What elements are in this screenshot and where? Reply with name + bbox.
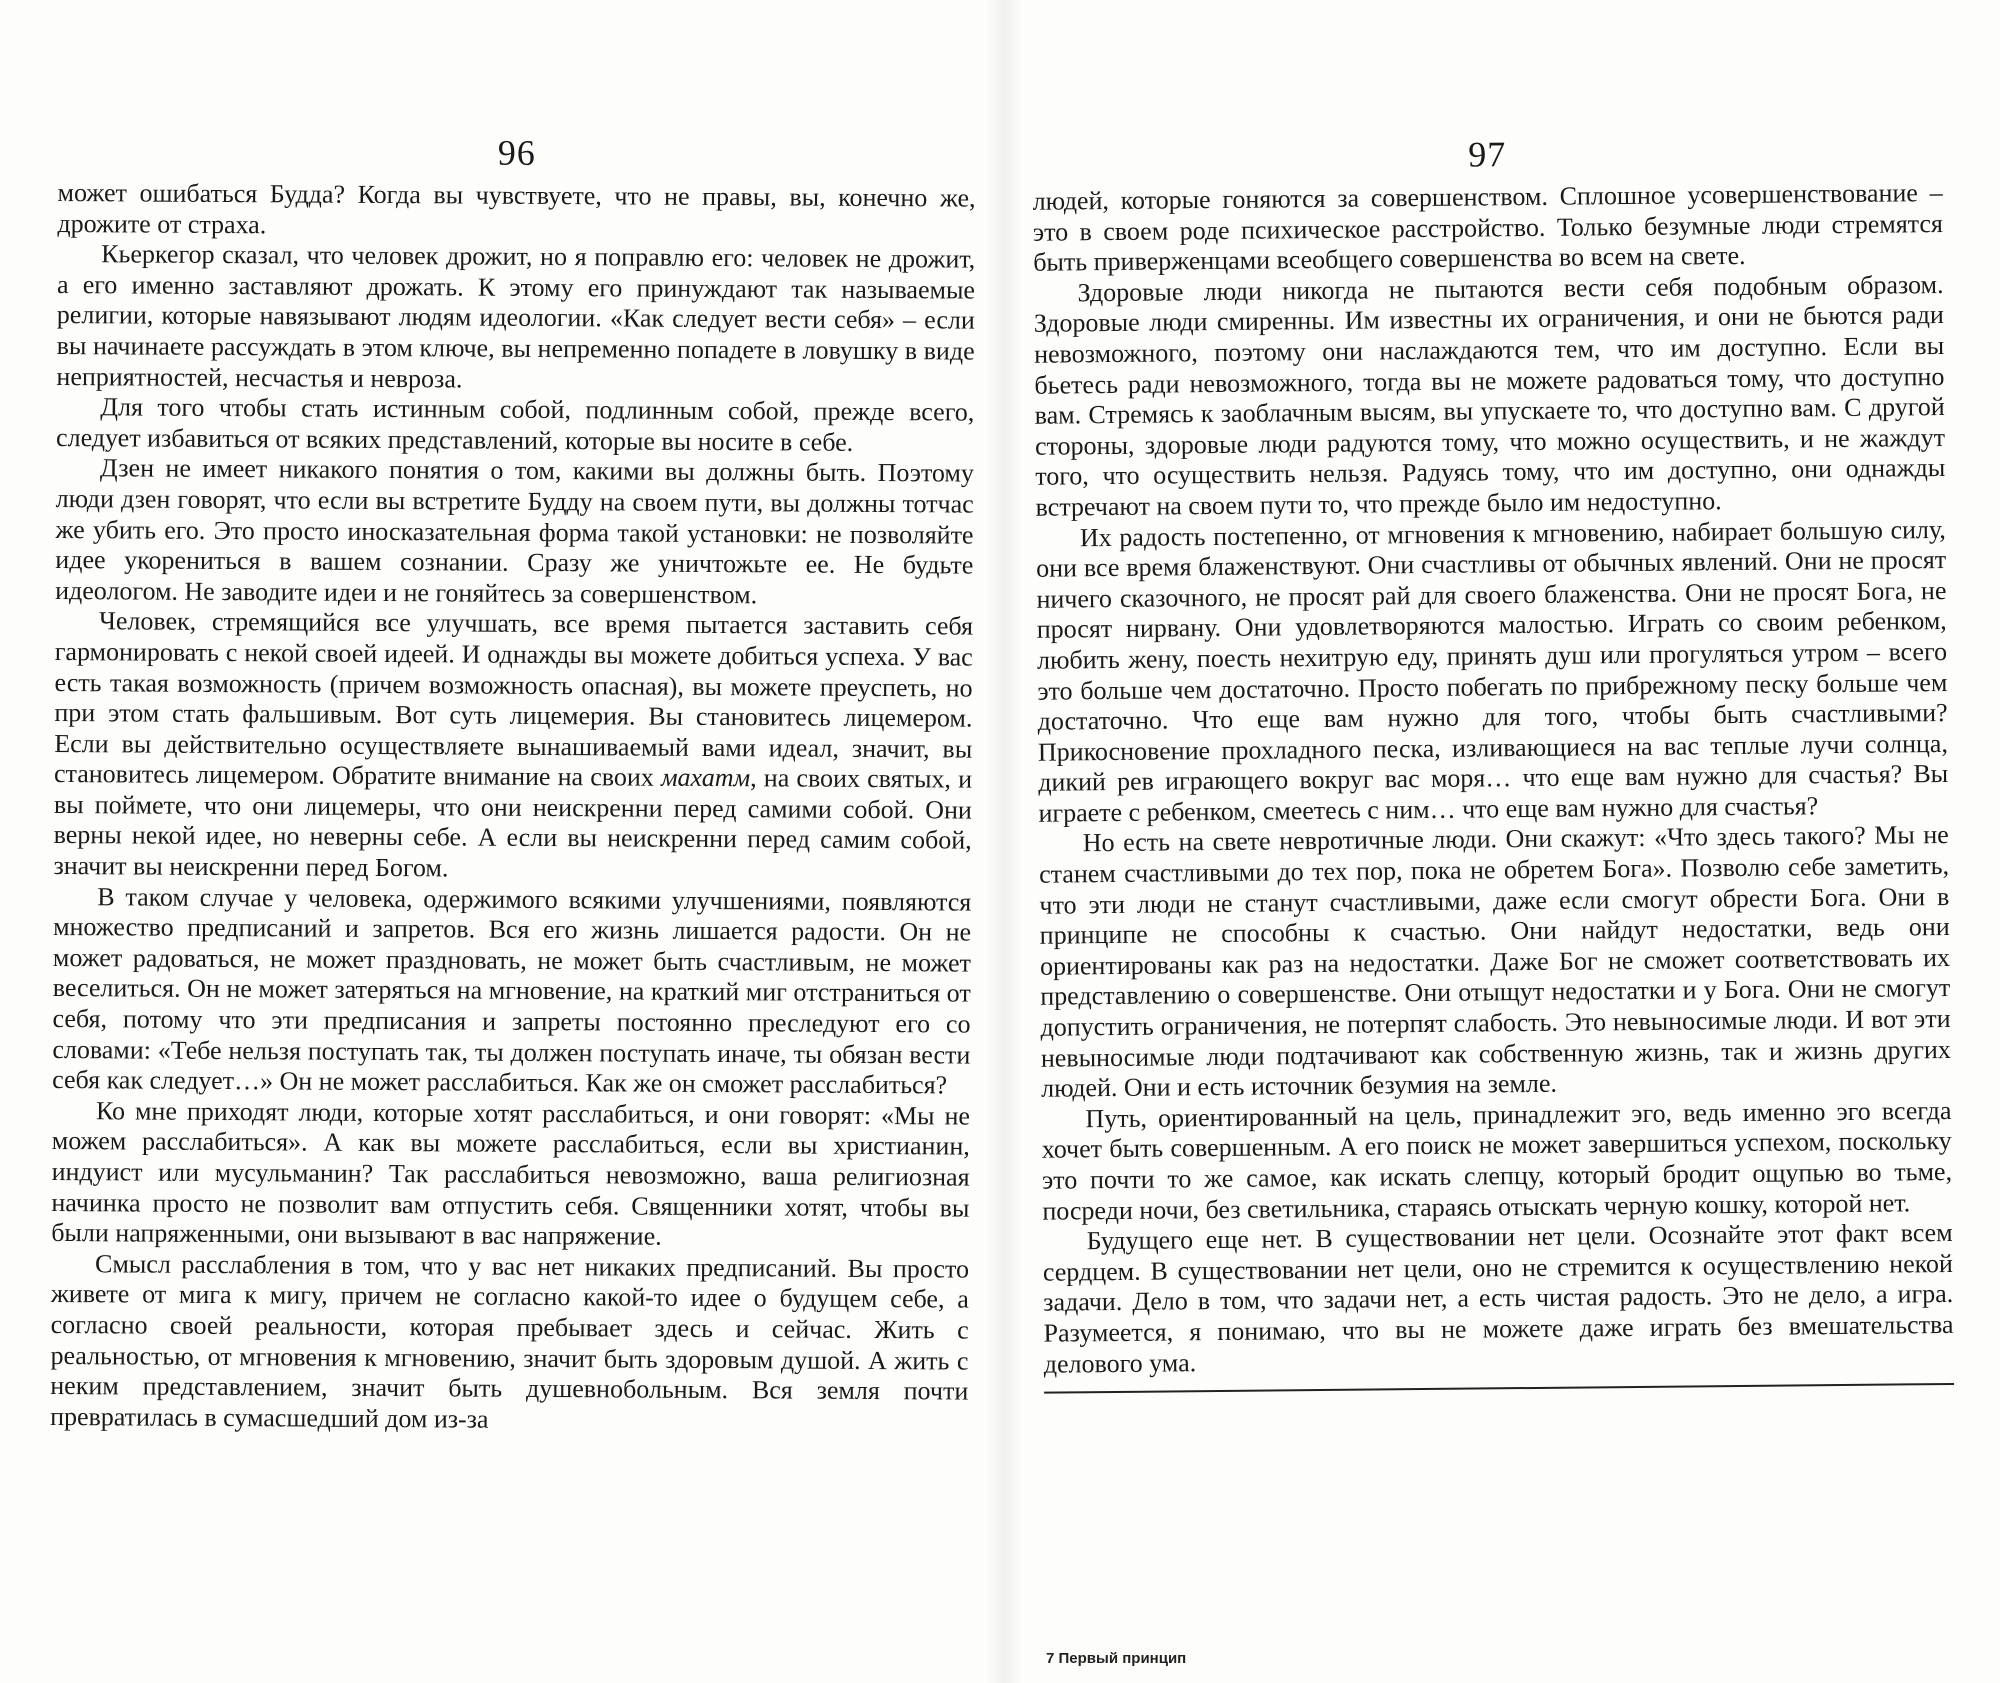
- paragraph: Будущего еще нет. В существовании нет цели. Осознайте этот факт всем сердцем. В существовании нет цели, оно не стремится к осуществлению некой задачи. Дело в том, что задачи нет, а есть чистая радость. Это не дело, а игра. Разумеется, я понимаю, что вы не можете даже играть без вмешательства делового ума.: [1042, 1218, 1954, 1379]
- printer-signature: 7 Первый принцип: [1046, 1650, 1187, 1667]
- page-number-right: 97: [1468, 134, 1507, 175]
- left-page: [50, 128, 976, 1438]
- paragraph: может ошибаться Будда? Когда вы чувствуете, что не правы, вы, конечно же, дрожите от страха.: [57, 177, 976, 239]
- right-page: [1032, 128, 1954, 1394]
- paragraph: Путь, ориентированный на цель, принадлежит эго, ведь именно эго всегда хочет быть совершенным. А его поиск не может завершиться успехом, поскольку это почти то же самое, как искать слепцу, который бродит ощупью во тьме, посреди ночи, без светильника, стараясь отыскать черную кошку, которой нет.: [1041, 1095, 1953, 1226]
- left-page-text: [50, 178, 976, 1438]
- paragraph: Кьеркегор сказал, что человек дрожит, но я поправлю его: человек не дрожит, а его именно заставляют дрожать. К этому его принуждают так называемые религии, которые навязывают людям идеологии. «Как следует вести себя» – если вы начинаете рассуждать в этом ключе, вы непременно попадете в ловушку в виде неприятностей, несчастья и невроза.: [56, 239, 976, 394]
- paragraph: [53, 606, 973, 887]
- paragraph: Их радость постепенно, от мгновения к мгновению, набирает большую силу, они все время блаженствуют. Они счастливы от обычных явлений. Они не просят ничего сказочного, не просят рай для своего блаженства. Они не просят Бога, не просят нирвану. Они удовлетворяются малостью. Играть со своим ребенком, любить жену, поесть нехитрую еду, принять душ или прогуляться утром – всего это больше чем достаточно. Просто побегать по прибрежному песку больше чем достаточно. Что еще вам нужно для того, чтобы быть счастливыми? Прикосновение прохладного песка, изливающиеся на вас теплые лучи солнца, дикий рев играющего вокруг вас моря… что еще вам нужно для счастья? Вы играете с ребенком, смеетесь с ним… что еще вам нужно для счастья?: [1036, 514, 1949, 828]
- right-page-text: [1033, 178, 1954, 1380]
- book-gutter: [986, 0, 1022, 1683]
- paragraph-part: Человек, стремящийся все улучшать, все время пытается заставить себя гармонировать с некой своей идеей. И однажды вы можете добиться успеха. У вас есть такая возможность (причем возможность опасная), вы можете преуспеть, но при этом стать фальшивым. Вот суть лицемерия. Вы становитесь лицемером. Если вы действительно осуществляете вынашиваемый вами идеал, значит, вы становитесь лицемером. Обратите внимание на своих: [53, 606, 974, 792]
- paragraph: Для того чтобы стать истинным собой, подлинным собой, прежде всего, следует избавиться от всяких представлений, которые вы носите в себе.: [56, 392, 975, 457]
- paragraph: людей, которые гоняются за совершенством. Сплошное усовершенствование – это в своем роде психическое расстройство. Только безумные люди стремятся быть приверженцами всеобщего совершенства во всем на свете.: [1032, 177, 1944, 277]
- paragraph: В таком случае у человека, одержимого всякими улучшениями, появляются множество предписаний и запретов. Вся его жизнь лишается радости. Он не может радоваться, не может праздновать, не может быть счастливым, не может веселиться. Он не может затеряться на мгновение, на краткий миг отстраниться от себя, потому что эти предписания и запреты постоянно преследуют его со словами: «Тебе нельзя поступать так, ты должен поступать иначе, ты обязан вести себя как следует…» Он не может расслабиться. Как же он сможет расслабиться?: [52, 881, 972, 1100]
- page-number-left: 96: [497, 132, 536, 173]
- paragraph: Здоровые люди никогда не пытаются вести себя подобным образом. Здоровые люди смиренны. Им известны их ограничения, и они не бьются ради невозможного, поэтому они наслаждаются тем, что им доступно. Если вы бьетесь ради невозможного, тогда вы не можете радоваться тому, что доступно вам. Стремясь к заоблачным высям, вы упускаете то, что доступно вам. С другой стороны, здоровые люди радуются тому, что можно осуществить, и не жаждут того, что осуществить нельзя. Радуясь тому, что им доступно, они однажды встречают на своем пути то, что прежде было им недоступно.: [1033, 269, 1946, 522]
- italic-term: махатм: [660, 762, 751, 793]
- paragraph-part: , на своих святых, и вы поймете, что они лицемеры, что они неискренни перед самими собой. Они верны некой идее, но неверны себе. А если вы неискренни перед самим собой, значит вы неискренни перед Богом.: [53, 763, 973, 883]
- page-bottom-rule: [1044, 1383, 1954, 1394]
- paragraph: Но есть на свете невротичные люди. Они скажут: «Что здесь такого? Мы не станем счастливыми до тех пор, пока не обретем Бога». Позволю себе заметить, что эти люди не станут счастливыми, даже если смогут обрести Бога. Они в принципе не способны к счастью. Они найдут недостатки, ведь они ориентированы как раз на недостатки. Даже Бог не сможет соответствовать их представлению о совершенстве. Они отыщут недостатки и у Бога. Они не смогут допустить ограничения, не потерпят слабость. Это невыносимые люди. И вот эти невыносимые люди подтачивают как собственную жизнь, так и жизнь других людей. Они и есть источник безумия на земле.: [1038, 820, 1951, 1103]
- paragraph: Дзен не имеет никакого понятия о том, какими вы должны быть. Поэтому люди дзен говорят, что если вы встретите Будду на своем пути, вы должны тотчас же убить его. Это просто иносказательная форма такой установки: не позволяйте идее укорениться в вашем сознании. Сразу же уничтожьте ее. Не будьте идеологом. Не заводите идеи и не гоняйтесь за совершенством.: [55, 453, 974, 609]
- paragraph: Ко мне приходят люди, которые хотят расслабиться, и они говорят: «Мы не можем расслабиться». А как вы можете расслабиться, если вы христианин, индуист или мусульманин? Так расслабиться невозможно, ваша религиозная начинка просто не позволит вам отпустить себя. Священники хотят, чтобы вы были напряженными, они вызывают в вас напряжение.: [51, 1096, 971, 1251]
- paragraph: Смысл расслабления в том, что у вас нет никаких предписаний. Вы просто живете от мига к мигу, причем не согласно какой-то идее о будущем себе, а согласно своей реальности, которая пребывает здесь и сейчас. Жить с реальностью, от мгновения к мгновению, значит быть здоровым душой. А жить с неким представлением, значит быть душевнобольным. Вся земля почти превратилась в сумасшедший дом из-за: [50, 1249, 970, 1434]
